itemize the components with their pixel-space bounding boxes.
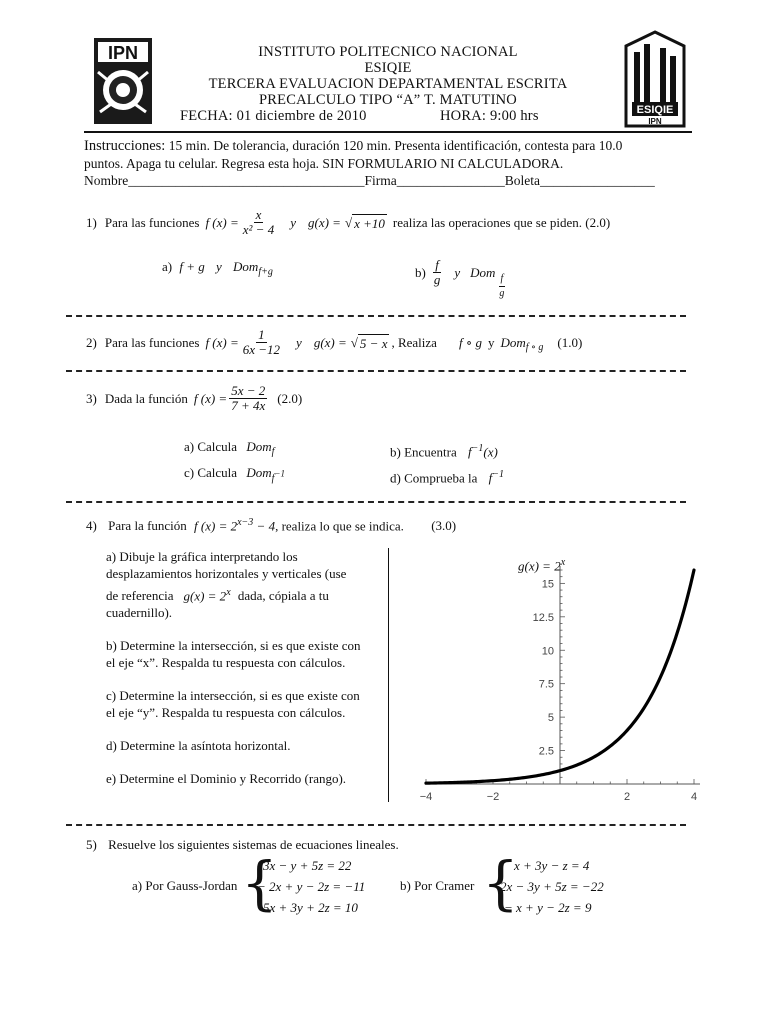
q1-part-a <box>162 258 273 281</box>
exponential-chart <box>400 550 710 810</box>
q4-a-post: dada, cópiala a tu <box>237 588 329 604</box>
q3-part-c <box>184 464 285 487</box>
q2-dom-sub: f ∘ g <box>525 342 544 353</box>
instructions-line2: puntos. Apaga tu celular. Regresa esta hoja. SIN FORMULARIO NI CALCULADORA. <box>84 156 564 171</box>
x-tick-label: 2 <box>623 791 631 803</box>
q4-b-line2: el eje “x”. Respalda tu respuesta con cálculos. <box>106 655 346 671</box>
header-block <box>170 44 606 108</box>
q5-a-eq2: − 2x + y − 2z = −11 <box>257 879 366 894</box>
q1-b-dom-num: f <box>499 272 506 287</box>
question-4 <box>86 514 456 534</box>
q1-f: f (x) = <box>205 215 239 230</box>
q4-a-ref: de referencia <box>106 588 174 604</box>
q5-a-system <box>257 855 365 918</box>
q5-b-eq1: x + 3y − z = 4 <box>514 858 590 873</box>
q2-f-den: 6x −12 <box>242 342 281 357</box>
q3-part-a <box>184 438 274 461</box>
separator-1 <box>66 315 686 317</box>
q1-b-den: g <box>433 272 441 287</box>
q1-b-dom-fraction <box>497 272 506 301</box>
q1-part-b <box>415 244 508 301</box>
q2-f-num: 1 <box>258 327 265 342</box>
q5-intro: Resuelve los siguientes sistemas de ecuaciones lineales. <box>108 837 399 852</box>
q5-b-label: b) Por Cramer <box>400 878 475 893</box>
q1-b-fraction <box>432 258 443 287</box>
y-tick-label: 15 <box>541 578 554 591</box>
q4-f-sup: x−3 <box>237 517 254 528</box>
q4-vertical-rule <box>388 548 389 802</box>
q2-points: (1.0) <box>557 335 583 350</box>
y-tick-label: 2.5 <box>538 745 554 758</box>
ipn-logo <box>90 32 156 128</box>
exam-date: FECHA: 01 diciembre de 2010 <box>180 108 367 124</box>
x-tick-label: −4 <box>419 791 433 803</box>
separator-3 <box>66 501 686 503</box>
q4-f-tail: − 4 <box>256 518 276 534</box>
q1-a-y: y <box>216 259 222 274</box>
q4-a-g: g(x) = 2 <box>183 588 227 604</box>
q1-f-den: x² − 4 <box>242 222 275 237</box>
chart-title-base: g(x) = 2 <box>518 558 561 574</box>
q1-a-label: a) <box>162 259 173 274</box>
q3-points: (2.0) <box>277 391 303 406</box>
separator-4 <box>66 824 686 826</box>
q3-part-d <box>390 466 504 486</box>
q4-d-line: d) Determine la asíntota horizontal. <box>106 738 291 754</box>
q5-a-eq3: 5x + 3y + 2z = 10 <box>263 900 358 915</box>
q3-c-sup: −1 <box>274 468 285 479</box>
q1-y: y <box>290 215 296 230</box>
esiqie-logo-label: ESIQIE <box>636 104 674 116</box>
q2-number: 2) <box>86 335 97 350</box>
q3-b-sup: −1 <box>471 443 484 454</box>
ipn-logo-icon <box>90 32 156 128</box>
q4-c-line2: el eje “y”. Respalda tu respuesta con cálculos. <box>106 705 346 721</box>
q4-tail: , realiza lo que se indica. <box>275 518 404 534</box>
q4-a-line4: cuadernillo). <box>106 605 173 621</box>
q3-d-label: d) Comprueba la <box>390 470 478 486</box>
question-2: 2) Para las funciones f (x) = $\frac{1}{6x -12}$ y g(x) = √ 5 − x , Realiza f ∘ g y Dom $_{f \circ g}$ (1.0) <box>86 327 583 357</box>
instructions-label: Instrucciones: <box>84 138 166 154</box>
q4-number: 4) <box>86 518 97 534</box>
q2-g: g(x) = <box>313 335 347 350</box>
q1-number: 1) <box>86 215 97 230</box>
header-rule <box>84 131 692 133</box>
q3-b-expr: f <box>468 444 472 460</box>
q4-a-line1: a) Dibuje la gráfica interpretando los <box>106 549 298 564</box>
q2-realiza: , Realiza <box>391 335 437 350</box>
q2-intro: Para las funciones <box>104 335 200 350</box>
q2-dom: Dom <box>500 335 526 350</box>
q5-a-brace: { <box>241 849 278 917</box>
y-tick-label: 5 <box>547 712 554 725</box>
q1-b-num: f <box>435 257 439 272</box>
q4-points: (3.0) <box>431 518 457 534</box>
q2-y2: y <box>487 335 495 350</box>
exam-hour: HORA: 9:00 hrs <box>440 108 539 124</box>
q1-f-num: x <box>255 207 262 222</box>
q3-d-expr: f <box>488 470 493 486</box>
y-tick-label: 12.5 <box>532 611 554 624</box>
q5-a-eq1: 3x − y + 5z = 22 <box>263 858 352 873</box>
q3-b-tail: (x) <box>483 444 498 460</box>
chart-title <box>518 554 565 574</box>
instructions-block <box>84 137 692 189</box>
q4-b-line1: b) Determine la intersección, si es que existe con <box>106 638 361 654</box>
instructions-line1: 15 min. De tolerancia, duración 120 min. Presenta identificación, contesta para 10.0 <box>165 138 623 153</box>
q3-c-dom: Dom <box>246 465 272 480</box>
esiqie-logo <box>622 30 688 128</box>
q1-a-dom: Dom <box>233 259 259 274</box>
q3-number: 3) <box>86 391 97 406</box>
exponential-chart-svg <box>400 550 710 810</box>
separator-2 <box>66 370 686 372</box>
q1-intro: Para las funciones <box>104 215 200 230</box>
q3-a-sub: f <box>271 446 275 458</box>
q2-g-sqrt: 5 − x <box>359 335 388 351</box>
q1-tail: realiza las operaciones que se piden. (2.0) <box>392 215 611 230</box>
q2-f: f (x) = <box>205 335 239 350</box>
q1-g-sqrt: x +10 <box>354 215 385 231</box>
q3-f-fraction <box>229 384 267 413</box>
exam-title: TERCERA EVALUACION DEPARTAMENTAL ESCRITA <box>208 76 568 92</box>
question-1: 1) Para las funciones f (x) = $\frac{x}{\text{x² − 4}}$ y g(x) = √ x +10 realiza las operaciones que se piden. (2.0) <box>86 207 611 237</box>
q4-a-sup: x <box>226 587 231 598</box>
chart-title-sup: x <box>560 557 566 568</box>
q5-b-eq2: 2x − 3y + 5z = −22 <box>500 879 604 894</box>
q5-b-system <box>500 855 604 918</box>
name-signature-line: Nombre___________________________________Firma________________Boleta_________________ <box>84 173 655 188</box>
q1-b-label: b) <box>415 265 426 280</box>
question-3 <box>86 384 302 413</box>
q1-b-y: y <box>454 265 461 280</box>
q3-intro: Dada la función <box>104 391 188 406</box>
q4-c-line1: c) Determine la intersección, si es que existe con <box>106 688 360 704</box>
q3-c-label: c) Calcula <box>184 465 238 480</box>
q2-f-fraction <box>241 328 282 357</box>
school-name: ESIQIE <box>364 60 412 76</box>
q3-f-num: 5x − 2 <box>231 383 266 398</box>
q1-a-dom-sub: f+g <box>258 266 273 278</box>
q1-f-fraction <box>241 208 276 237</box>
q4-a-line3 <box>106 584 388 604</box>
q3-c-sub-wrap <box>271 468 285 484</box>
q3-part-b <box>390 440 498 460</box>
q5-b-brace: { <box>482 849 519 917</box>
q4-intro: Para la función <box>108 518 187 534</box>
q1-g: g(x) = <box>307 215 341 230</box>
q5-number: 5) <box>86 837 97 852</box>
q2-comp: f ∘ g <box>458 335 482 350</box>
q2-y: y <box>296 335 302 350</box>
q5-a-label: a) Por Gauss-Jordan <box>132 878 238 893</box>
y-tick-label: 7.5 <box>538 678 554 691</box>
q4-f: f (x) = 2 <box>194 518 238 534</box>
q3-b-label: b) Encuentra <box>390 444 457 460</box>
esiqie-logo-icon <box>622 30 688 128</box>
x-tick-label: −2 <box>486 791 500 803</box>
q3-c-sub: f <box>271 472 275 484</box>
q4-a-line2: desplazamientos horizontales y verticales (use <box>106 566 347 581</box>
q4-items <box>106 548 388 787</box>
q4-e-line: e) Determine el Dominio y Recorrido (rango). <box>106 771 347 787</box>
exam-subtitle: PRECALCULO TIPO “A” T. MATUTINO <box>259 92 517 108</box>
q3-f: f (x) = <box>193 391 228 406</box>
institution-name: INSTITUTO POLITECNICO NACIONAL <box>258 44 518 60</box>
x-tick-label: 4 <box>690 791 698 803</box>
esiqie-logo-sub: IPN <box>648 117 662 126</box>
y-tick-label: 10 <box>541 645 554 658</box>
q1-b-dom-den: g <box>499 288 505 299</box>
q3-a-dom: Dom <box>246 439 272 454</box>
q3-d-sup: −1 <box>492 469 504 480</box>
q3-f-den: 7 + 4x <box>231 398 266 413</box>
q1-a-expr: f + g <box>179 259 205 274</box>
q3-a-label: a) Calcula <box>184 439 238 454</box>
ipn-logo-label: IPN <box>107 43 139 63</box>
q5-b-eq3: − x + y − 2z = 9 <box>504 900 592 915</box>
q1-b-dom: Dom <box>470 265 496 280</box>
